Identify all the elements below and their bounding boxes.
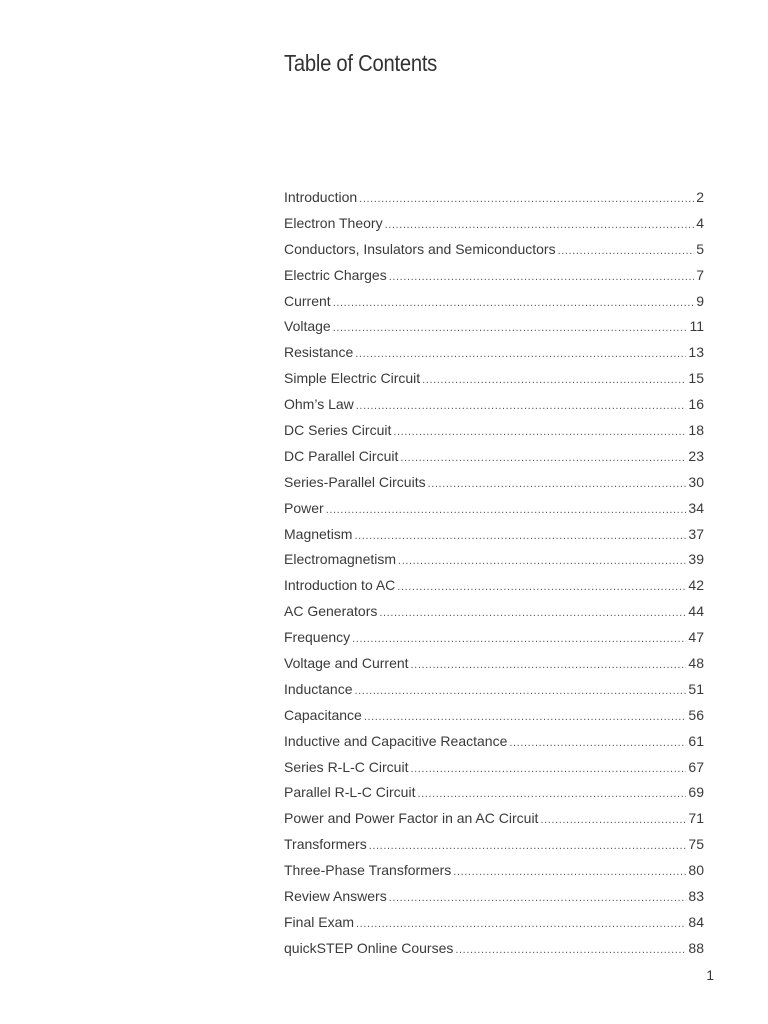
toc-entry-label: Conductors, Insulators and Semiconductors xyxy=(284,240,556,257)
toc-leader-dots xyxy=(398,555,686,567)
toc-leader-dots xyxy=(400,452,686,464)
toc-entry[interactable] xyxy=(284,888,704,914)
toc-leader-dots xyxy=(422,374,686,386)
toc-entry-page: 16 xyxy=(688,396,704,413)
toc-entry[interactable] xyxy=(284,655,704,681)
toc-entry-label: Series R-L-C Circuit xyxy=(284,758,409,775)
toc-entry-page: 11 xyxy=(689,318,704,335)
toc-entry-page: 23 xyxy=(688,447,704,464)
toc-entry-page: 69 xyxy=(688,784,704,801)
toc-entry-label: Inductance xyxy=(284,680,353,697)
toc-leader-dots xyxy=(364,711,687,723)
toc-entry-label: AC Generators xyxy=(284,603,378,620)
toc-leader-dots xyxy=(326,504,687,516)
toc-leader-dots xyxy=(540,814,686,826)
toc-leader-dots xyxy=(455,944,686,956)
toc-leader-dots xyxy=(453,866,686,878)
toc-entry[interactable] xyxy=(284,707,704,733)
toc-entry[interactable] xyxy=(284,344,704,370)
toc-entry-label: Power and Power Factor in an AC Circuit xyxy=(284,810,539,827)
toc-entry-label: quickSTEP Online Courses xyxy=(284,939,454,956)
toc-entry-page: 15 xyxy=(688,370,704,387)
toc-entry-page: 44 xyxy=(688,603,704,620)
toc-entry-page: 4 xyxy=(696,214,704,231)
toc-entry[interactable] xyxy=(284,189,704,215)
toc-entry[interactable] xyxy=(284,474,704,500)
toc-entry[interactable] xyxy=(284,681,704,707)
toc-entry-page: 39 xyxy=(688,551,704,568)
toc-entry-page: 51 xyxy=(688,680,704,697)
toc-leader-dots xyxy=(393,426,686,438)
table-of-contents xyxy=(284,189,704,966)
toc-entry-page: 75 xyxy=(688,836,704,853)
toc-leader-dots xyxy=(558,245,695,257)
toc-entry[interactable] xyxy=(284,318,704,344)
toc-entry-label: Introduction to AC xyxy=(284,577,396,594)
toc-entry-label: Power xyxy=(284,499,324,516)
toc-entry-page: 18 xyxy=(688,422,704,439)
toc-leader-dots xyxy=(352,633,686,645)
page-title: Table of Contents xyxy=(284,50,438,76)
toc-entry-page: 34 xyxy=(688,499,704,516)
toc-leader-dots xyxy=(355,685,687,697)
toc-entry[interactable] xyxy=(284,267,704,293)
toc-entry-label: Ohm’s Law xyxy=(284,396,354,413)
toc-entry-label: Voltage and Current xyxy=(284,655,409,672)
toc-entry[interactable] xyxy=(284,422,704,448)
toc-entry[interactable] xyxy=(284,215,704,241)
toc-entry-page: 48 xyxy=(688,655,704,672)
toc-entry[interactable] xyxy=(284,500,704,526)
toc-leader-dots xyxy=(369,840,687,852)
toc-leader-dots xyxy=(379,607,686,619)
toc-entry-page: 7 xyxy=(696,266,704,283)
toc-entry-label: Current xyxy=(284,292,331,309)
toc-entry-page: 42 xyxy=(688,577,704,594)
toc-entry-label: Series-Parallel Circuits xyxy=(284,473,426,490)
toc-entry-label: Electric Charges xyxy=(284,266,387,283)
toc-leader-dots xyxy=(397,581,686,593)
toc-entry[interactable] xyxy=(284,551,704,577)
toc-entry-page: 13 xyxy=(688,344,704,361)
toc-leader-dots xyxy=(333,322,688,334)
toc-entry[interactable] xyxy=(284,448,704,474)
toc-entry-label: Voltage xyxy=(284,318,331,335)
toc-entry-label: Capacitance xyxy=(284,706,362,723)
toc-entry-label: Inductive and Capacitive Reactance xyxy=(284,732,508,749)
toc-entry-label: Frequency xyxy=(284,629,351,646)
toc-leader-dots xyxy=(509,737,686,749)
toc-leader-dots xyxy=(354,530,686,542)
toc-entry-label: Three-Phase Transformers xyxy=(284,862,452,879)
toc-entry-page: 47 xyxy=(688,629,704,646)
toc-entry-page: 30 xyxy=(688,473,704,490)
toc-entry-label: Transformers xyxy=(284,836,367,853)
toc-entry-page: 83 xyxy=(688,888,704,905)
toc-entry-page: 2 xyxy=(696,189,704,205)
toc-entry-page: 71 xyxy=(688,810,704,827)
toc-leader-dots xyxy=(385,219,695,231)
toc-entry-label: Final Exam xyxy=(284,913,355,930)
toc-entry-page: 56 xyxy=(688,706,704,723)
toc-entry-label: Parallel R-L-C Circuit xyxy=(284,784,416,801)
toc-leader-dots xyxy=(389,271,695,283)
toc-entry[interactable] xyxy=(284,293,704,319)
toc-entry-page: 80 xyxy=(688,862,704,879)
toc-leader-dots xyxy=(411,659,687,671)
toc-entry-page: 67 xyxy=(688,758,704,775)
toc-entry-page: 37 xyxy=(688,525,704,542)
toc-entry-page: 84 xyxy=(688,913,704,930)
toc-entry[interactable] xyxy=(284,370,704,396)
toc-entry-label: Electromagnetism xyxy=(284,551,397,568)
toc-entry[interactable] xyxy=(284,733,704,759)
toc-leader-dots xyxy=(356,400,687,412)
toc-entry-label: Electron Theory xyxy=(284,214,383,231)
toc-entry-label: DC Series Circuit xyxy=(284,422,392,439)
toc-entry[interactable] xyxy=(284,603,704,629)
toc-entry[interactable] xyxy=(284,914,704,940)
toc-entry-page: 9 xyxy=(696,292,704,309)
toc-entry-page: 5 xyxy=(696,240,704,257)
toc-leader-dots xyxy=(417,788,686,800)
toc-leader-dots xyxy=(333,297,695,309)
toc-entry-page: 88 xyxy=(688,939,704,956)
toc-leader-dots xyxy=(428,478,687,490)
toc-leader-dots xyxy=(355,348,686,360)
toc-entry[interactable] xyxy=(284,940,704,966)
toc-entry-label: Review Answers xyxy=(284,888,387,905)
toc-entry[interactable] xyxy=(284,577,704,603)
toc-entry[interactable] xyxy=(284,784,704,810)
toc-leader-dots xyxy=(389,892,687,904)
toc-entry[interactable] xyxy=(284,836,704,862)
toc-entry[interactable] xyxy=(284,862,704,888)
toc-entry[interactable] xyxy=(284,759,704,785)
toc-entry-label: Magnetism xyxy=(284,525,353,542)
toc-entry[interactable] xyxy=(284,526,704,552)
toc-entry[interactable] xyxy=(284,810,704,836)
toc-entry-label: Introduction xyxy=(284,189,358,205)
toc-entry-label: Simple Electric Circuit xyxy=(284,370,421,387)
page-number: 1 xyxy=(706,967,714,983)
toc-entry[interactable] xyxy=(284,629,704,655)
toc-entry-label: Resistance xyxy=(284,344,354,361)
toc-leader-dots xyxy=(356,918,686,930)
toc-leader-dots xyxy=(410,763,686,775)
toc-entry-label: DC Parallel Circuit xyxy=(284,447,399,464)
toc-entry-page: 61 xyxy=(688,732,704,749)
toc-entry[interactable] xyxy=(284,241,704,267)
toc-leader-dots xyxy=(359,193,694,205)
toc-entry[interactable] xyxy=(284,396,704,422)
